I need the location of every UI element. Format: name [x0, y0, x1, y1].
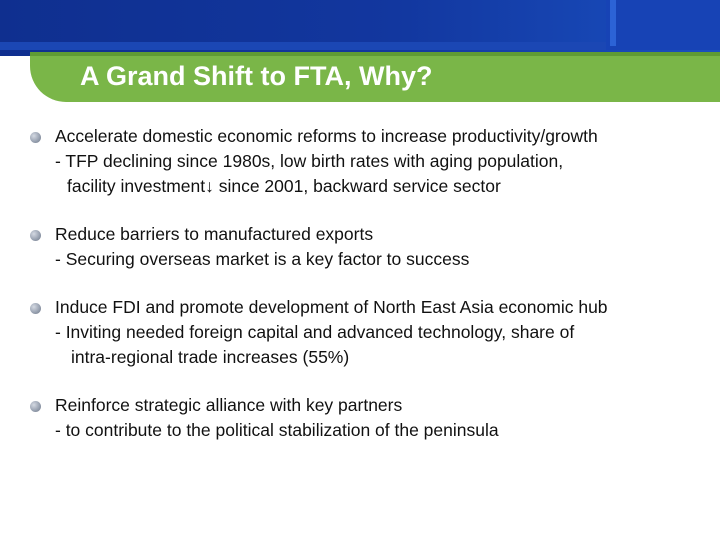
bullet-list: [30, 124, 710, 466]
bullet-icon: [30, 132, 41, 143]
bullet-sub-line: - TFP declining since 1980s, low birth rates with aging population,: [55, 151, 564, 171]
bullet-sub-line: intra-regional trade increases (55%): [71, 347, 350, 367]
bullet-item: [30, 124, 710, 199]
title-bar-shade: [30, 52, 720, 56]
bullet-icon: [30, 401, 41, 412]
bullet-item: [30, 295, 710, 370]
bullet-item: [30, 393, 710, 443]
bullet-icon: [30, 230, 41, 241]
header-stripe: [0, 42, 606, 50]
bullet-main-text: Induce FDI and promote development of North East Asia economic hub: [55, 297, 608, 317]
bullet-main-text: Accelerate domestic economic reforms to increase productivity/growth: [55, 126, 598, 146]
bullet-sub-line: - Securing overseas market is a key factor to success: [55, 249, 470, 269]
header-corner-accent: [610, 0, 616, 46]
slide-title: A Grand Shift to FTA, Why?: [80, 61, 433, 91]
bullet-item: [30, 222, 710, 272]
bullet-sub-line: facility investment↓ since 2001, backward service sector: [67, 176, 501, 196]
header-corner-block: [606, 0, 720, 50]
bullet-sub-line: - to contribute to the political stabilization of the peninsula: [55, 420, 499, 440]
bullet-sub-line: - Inviting needed foreign capital and advanced technology, share of: [55, 322, 575, 342]
bullet-icon: [30, 303, 41, 314]
bullet-main-text: Reinforce strategic alliance with key partners: [55, 395, 403, 415]
bullet-main-text: Reduce barriers to manufactured exports: [55, 224, 374, 244]
